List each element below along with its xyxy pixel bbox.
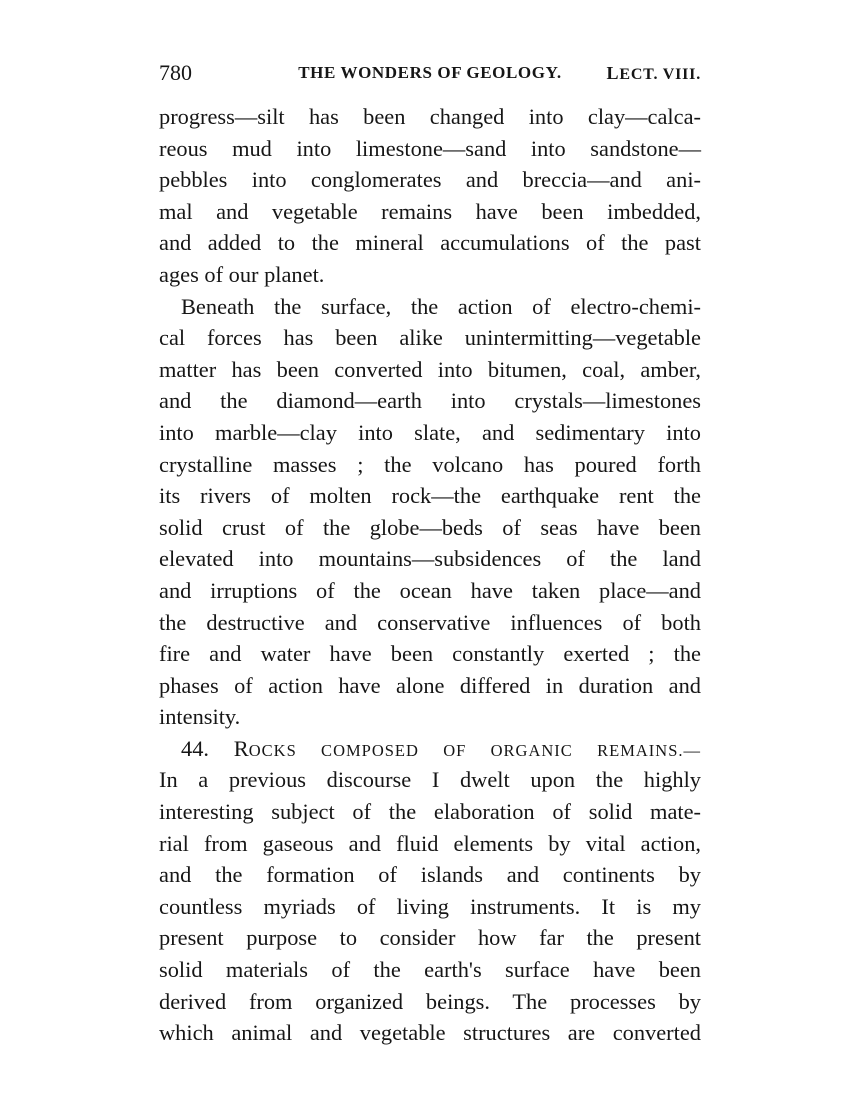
text-line: into marble—clay into slate, and sedimentary into <box>159 419 701 445</box>
text-line: countless myriads of living instruments. It is my <box>159 893 701 919</box>
text-line: solid materials of the earth's surface have been <box>159 957 701 983</box>
text-line: and added to the mineral accumulations of the past <box>159 230 701 256</box>
text-line: interesting subject of the elaboration of solid mate- <box>159 799 701 825</box>
running-title: THE WONDERS OF GEOLOGY. <box>298 63 562 82</box>
paragraph-first-line: Beneath the surface, the action of electro-chemi- <box>181 293 701 319</box>
text-line: solid crust of the globe—beds of seas have been <box>159 514 701 540</box>
text-line: crystalline masses ; the volcano has poured forth <box>159 451 701 477</box>
body-text <box>159 101 701 1049</box>
text-line: In a previous discourse I dwelt upon the highly <box>159 767 701 793</box>
book-page <box>159 58 701 1049</box>
text-line: intensity. <box>159 704 241 730</box>
lecture-label-initial: L <box>606 63 620 83</box>
text-line: fire and water have been constantly exerted ; the <box>159 641 701 667</box>
text-line: reous mud into limestone—sand into sandstone— <box>159 135 701 161</box>
section-heading <box>159 733 701 765</box>
text-line: matter has been converted into bitumen, coal, amber, <box>159 356 701 382</box>
text-line: mal and vegetable remains have been imbedded, <box>159 198 701 224</box>
page-number: 780 <box>159 60 192 85</box>
section-number: 44. <box>181 735 209 761</box>
text-line: and the formation of islands and continents by <box>159 862 701 888</box>
text-line: rial from gaseous and fluid elements by vital action, <box>159 830 701 856</box>
section-heading-initial: R <box>233 735 249 761</box>
text-line: cal forces has been alike unintermitting—vegetable <box>159 325 701 351</box>
text-line: derived from organized beings. The processes by <box>159 988 701 1014</box>
section-heading-rest: OCKS COMPOSED OF ORGANIC REMAINS.— <box>248 740 701 760</box>
text-line: progress—silt has been changed into clay—calca- <box>159 104 701 129</box>
lecture-label-rest: ECT. VIII. <box>619 66 701 83</box>
text-line: and irruptions of the ocean have taken place—and <box>159 577 701 603</box>
lecture-label <box>607 58 701 90</box>
text-line: and the diamond—earth into crystals—limestones <box>159 388 701 414</box>
running-header <box>159 58 701 88</box>
text-line: elevated into mountains—subsidences of the land <box>159 546 701 572</box>
text-line: which animal and vegetable structures are converted <box>159 1020 701 1046</box>
text-line: pebbles into conglomerates and breccia—and ani- <box>159 167 701 193</box>
text-line: ages of our planet. <box>159 261 325 287</box>
text-line: phases of action have alone differed in duration and <box>159 672 701 698</box>
text-line: present purpose to consider how far the present <box>159 925 701 951</box>
text-line: its rivers of molten rock—the earthquake rent the <box>159 483 701 509</box>
text-line: the destructive and conservative influences of both <box>159 609 701 635</box>
